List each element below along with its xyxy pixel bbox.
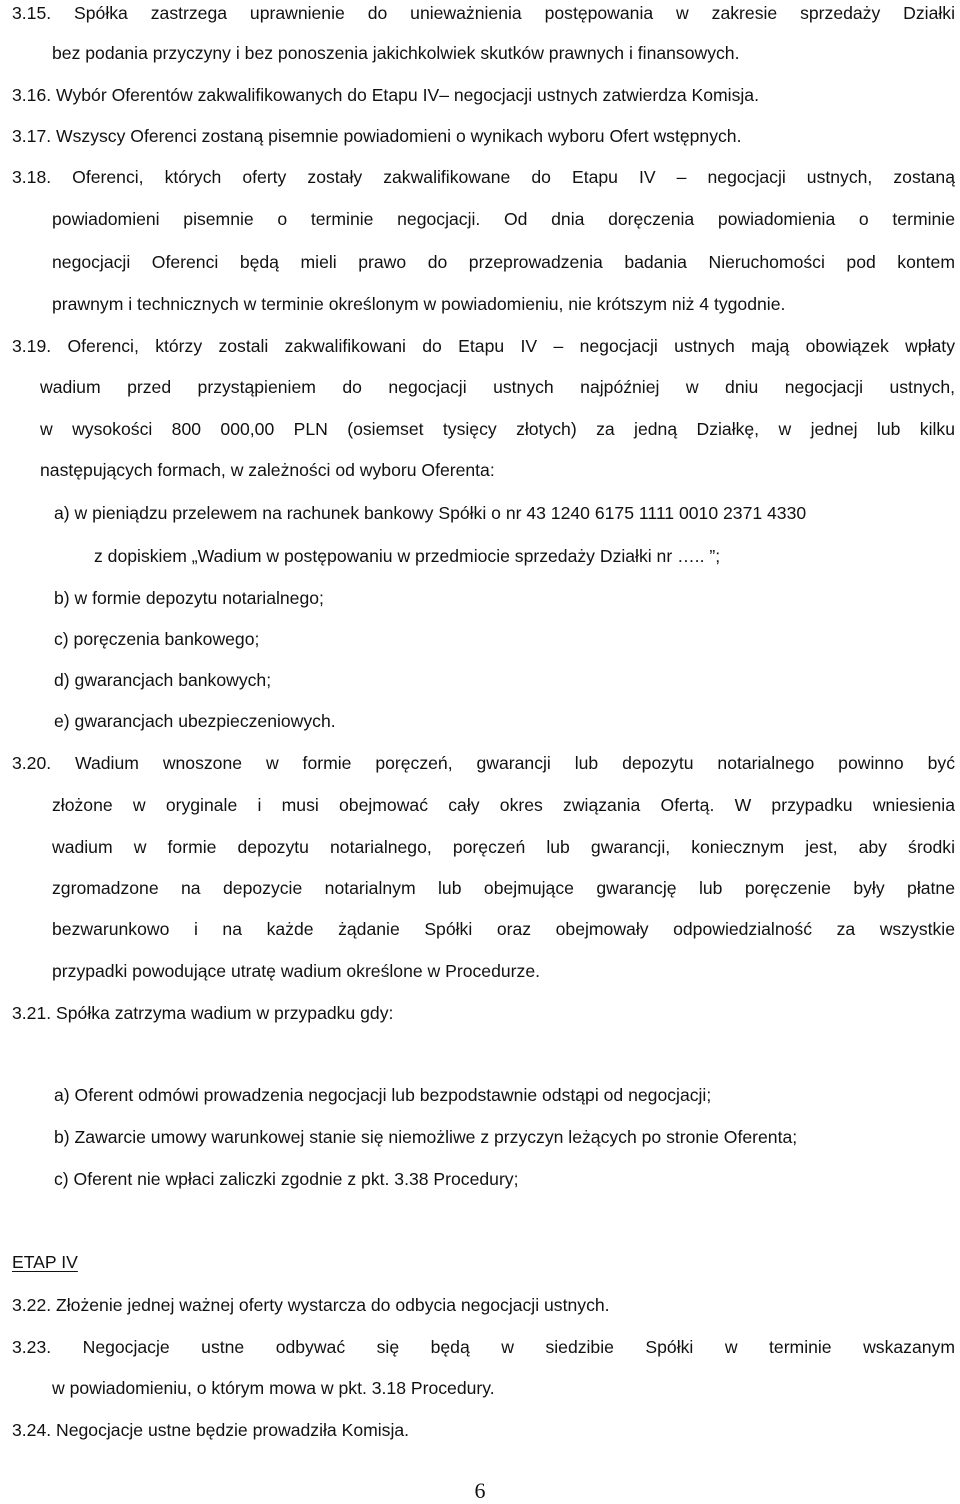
paragraph-3-15-line-1: 3.15. Spółka zastrzega uprawnienie do unieważnienia postępowania w zakresie sprzedaży Działki xyxy=(12,3,955,23)
paragraph-3-16: 3.16. Wybór Oferentów zakwalifikowanych do Etapu IV– negocjacji ustnych zatwierdza Komisja. xyxy=(12,85,759,105)
paragraph-3-17: 3.17. Wszyscy Oferenci zostaną pisemnie powiadomieni o wynikach wyboru Ofert wstępnych. xyxy=(12,126,742,146)
paragraph-3-24: 3.24. Negocjacje ustne będzie prowadziła Komisja. xyxy=(12,1420,410,1440)
paragraph-3-20-line-1: 3.20. Wadium wnoszone w formie poręczeń, gwarancji lub depozytu notarialnego powinno być xyxy=(12,753,955,773)
paragraph-3-22: 3.22. Złożenie jednej ważnej oferty wystarcza do odbycia negocjacji ustnych. xyxy=(12,1295,610,1315)
list-item-a-line-2: z dopiskiem „Wadium w postępowaniu w przedmiocie sprzedaży Działki nr ….. ”; xyxy=(94,546,721,566)
list-item-e: e) gwarancjach ubezpieczeniowych. xyxy=(54,711,336,731)
list-item-a-line-1: a) w pieniądzu przelewem na rachunek bankowy Spółki o nr 43 1240 6175 1111 0010 2371 4330 xyxy=(54,503,807,523)
paragraph-3-18-line-2: powiadomieni pisemnie o terminie negocjacji. Od dnia doręczenia powiadomienia o terminie xyxy=(52,209,955,229)
list-item-a-forfeit: a) Oferent odmówi prowadzenia negocjacji lub bezpodstawnie odstąpi od negocjacji; xyxy=(54,1085,712,1105)
list-item-b: b) w formie depozytu notarialnego; xyxy=(54,588,324,608)
section-heading-etap-iv: ETAP IV xyxy=(12,1252,78,1272)
paragraph-3-19-line-3: w wysokości 800 000,00 PLN (osiemset tysięcy złotych) za jedną Działkę, w jednej lub kilku xyxy=(40,419,955,439)
paragraph-3-23-line-1: 3.23. Negocjacje ustne odbywać się będą w siedzibie Spółki w terminie wskazanym xyxy=(12,1337,955,1357)
page-number: 6 xyxy=(474,1478,486,1503)
paragraph-3-20-line-3: wadium w formie depozytu notarialnego, poręczeń lub gwarancji, koniecznym jest, aby środki xyxy=(52,837,955,857)
list-item-c: c) poręczenia bankowego; xyxy=(54,629,260,649)
paragraph-3-18-line-1: 3.18. Oferenci, których oferty zostały zakwalifikowane do Etapu IV – negocjacji ustnych, zostaną xyxy=(12,167,955,187)
paragraph-3-20-line-2: złożone w oryginale i musi obejmować cały okres związania Ofertą. W przypadku wniesienia xyxy=(52,795,955,815)
paragraph-3-20-line-6: przypadki powodujące utratę wadium określone w Procedurze. xyxy=(52,961,540,981)
paragraph-3-20-line-4: zgromadzone na depozycie notarialnym lub obejmujące gwarancję lub poręczenie były płatne xyxy=(52,878,955,898)
paragraph-3-18-line-4: prawnym i technicznych w terminie określonym w powiadomieniu, nie krótszym niż 4 tygodnie. xyxy=(52,294,786,314)
paragraph-3-15-line-2: bez podania przyczyny i bez ponoszenia jakichkolwiek skutków prawnych i finansowych. xyxy=(52,43,740,63)
paragraph-3-19-line-2: wadium przed przystąpieniem do negocjacji ustnych najpóźniej w dniu negocjacji ustnych, xyxy=(40,377,955,397)
list-item-b-forfeit: b) Zawarcie umowy warunkowej stanie się niemożliwe z przyczyn leżących po stronie Oferenta; xyxy=(54,1127,798,1147)
list-item-d: d) gwarancjach bankowych; xyxy=(54,670,272,690)
paragraph-3-23-line-2: w powiadomieniu, o którym mowa w pkt. 3.18 Procedury. xyxy=(52,1378,495,1398)
paragraph-3-21: 3.21. Spółka zatrzyma wadium w przypadku gdy: xyxy=(12,1003,394,1023)
paragraph-3-20-line-5: bezwarunkowo i na każde żądanie Spółki oraz obejmowały odpowiedzialność za wszystkie xyxy=(52,919,955,939)
paragraph-3-19-line-1: 3.19. Oferenci, którzy zostali zakwalifikowani do Etapu IV – negocjacji ustnych mają obowiązek wpłaty xyxy=(12,336,955,356)
paragraph-3-19-line-4: następujących formach, w zależności od wyboru Oferenta: xyxy=(40,460,495,480)
list-item-c-forfeit: c) Oferent nie wpłaci zaliczki zgodnie z pkt. 3.38 Procedury; xyxy=(54,1169,519,1189)
paragraph-3-18-line-3: negocjacji Oferenci będą mieli prawo do przeprowadzenia badania Nieruchomości pod kontem xyxy=(52,252,955,272)
